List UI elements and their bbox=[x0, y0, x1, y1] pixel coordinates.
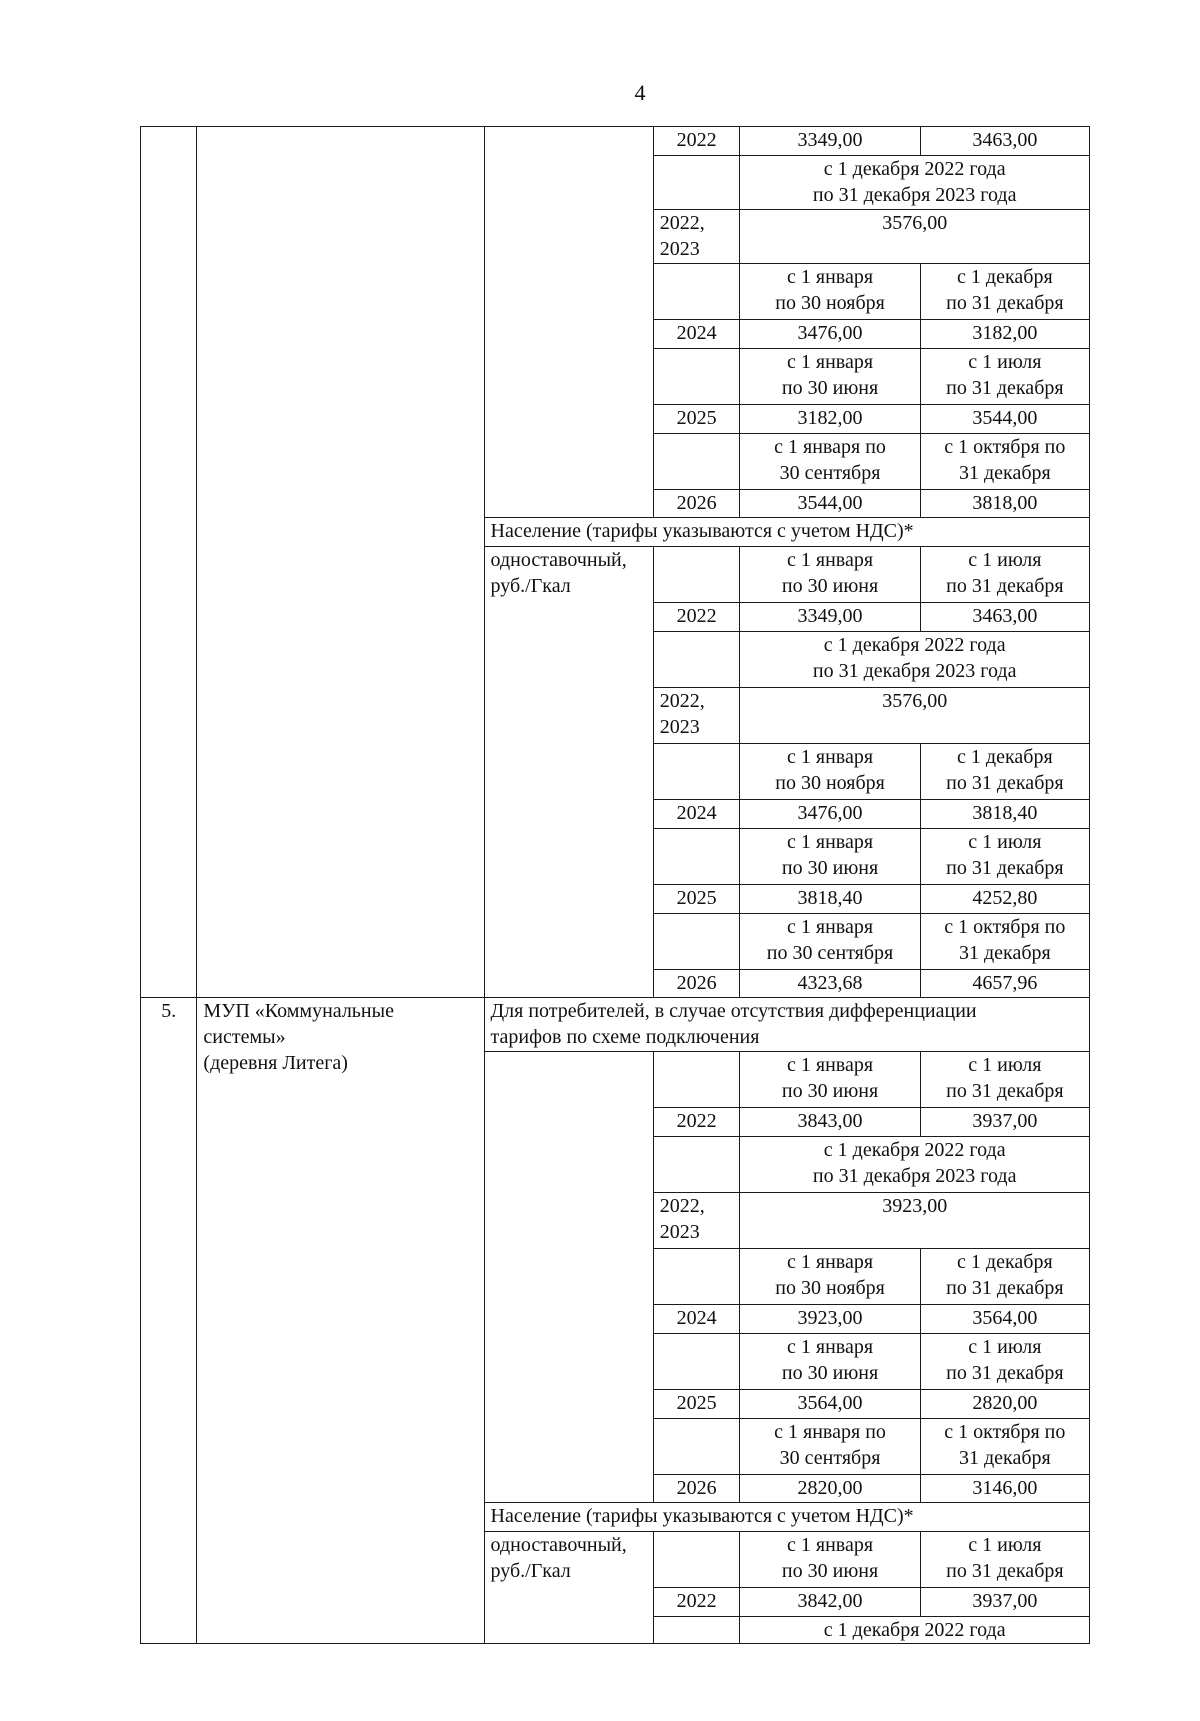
period-cell: с 1 октября по 31 декабря bbox=[920, 434, 1089, 490]
year-cell bbox=[653, 434, 740, 490]
tariff-value-cell: 3463,00 bbox=[920, 603, 1089, 632]
organization-cell: МУП «Коммунальные системы» (деревня Литега) bbox=[197, 998, 484, 1644]
tariff-value-cell: 3146,00 bbox=[920, 1475, 1089, 1503]
year-cell bbox=[653, 349, 740, 405]
year-cell: 2024 bbox=[653, 320, 740, 349]
period-cell: с 1 октября по 31 декабря bbox=[920, 914, 1089, 970]
year-cell: 2022 bbox=[653, 1588, 740, 1617]
tariff-value-cell: 3476,00 bbox=[740, 320, 920, 349]
period-cell: с 1 июля по 31 декабря bbox=[920, 829, 1089, 885]
tariff-value-cell: 3463,00 bbox=[920, 127, 1089, 156]
year-cell bbox=[653, 744, 740, 800]
year-cell: 2022, 2023 bbox=[653, 210, 740, 264]
year-cell bbox=[653, 264, 740, 320]
period-cell: с 1 июля по 31 декабря bbox=[920, 349, 1089, 405]
period-cell: с 1 декабря 2022 года по 31 декабря 2023 года bbox=[740, 632, 1090, 688]
unit-cell: одноставочный, руб./Гкал bbox=[484, 1532, 653, 1644]
period-cell: с 1 декабря 2022 года bbox=[740, 1617, 1090, 1644]
tariff-value-cell: 2820,00 bbox=[740, 1475, 920, 1503]
period-cell: с 1 января по 30 июня bbox=[740, 1334, 920, 1390]
tariff-value-cell: 2820,00 bbox=[920, 1390, 1089, 1419]
year-cell: 2026 bbox=[653, 1475, 740, 1503]
year-cell: 2026 bbox=[653, 490, 740, 518]
year-cell bbox=[653, 1137, 740, 1193]
tariff-value-cell: 3576,00 bbox=[740, 688, 1090, 744]
tariff-value-cell: 3937,00 bbox=[920, 1108, 1089, 1137]
tariff-value-cell: 3349,00 bbox=[740, 603, 920, 632]
section-header-cell: Население (тарифы указываются с учетом НДС)* bbox=[484, 518, 1089, 547]
year-cell bbox=[653, 1617, 740, 1644]
year-cell: 2022 bbox=[653, 127, 740, 156]
year-cell bbox=[653, 1052, 740, 1108]
year-cell: 2025 bbox=[653, 1390, 740, 1419]
year-cell bbox=[653, 1334, 740, 1390]
unit-cell bbox=[484, 1052, 653, 1503]
tariff-value-cell: 4657,96 bbox=[920, 970, 1089, 998]
period-cell: с 1 декабря по 31 декабря bbox=[920, 744, 1089, 800]
period-cell: с 1 января по 30 июня bbox=[740, 829, 920, 885]
organization-cell bbox=[197, 127, 484, 998]
period-cell: с 1 января по 30 июня bbox=[740, 349, 920, 405]
period-cell: с 1 июля по 31 декабря bbox=[920, 1334, 1089, 1390]
tariff-value-cell: 3182,00 bbox=[740, 405, 920, 434]
tariff-value-cell: 3576,00 bbox=[740, 210, 1090, 264]
year-cell: 2022 bbox=[653, 1108, 740, 1137]
row-number-cell bbox=[141, 127, 197, 998]
tariff-value-cell: 3564,00 bbox=[740, 1390, 920, 1419]
period-cell: с 1 января по 30 июня bbox=[740, 547, 920, 603]
tariff-value-cell: 3476,00 bbox=[740, 800, 920, 829]
year-cell bbox=[653, 914, 740, 970]
period-cell: с 1 декабря по 31 декабря bbox=[920, 1249, 1089, 1305]
tariff-value-cell: 4323,68 bbox=[740, 970, 920, 998]
section-header-cell: Население (тарифы указываются с учетом НДС)* bbox=[484, 1503, 1089, 1532]
tariff-value-cell: 3923,00 bbox=[740, 1305, 920, 1334]
period-cell: с 1 января по 30 ноября bbox=[740, 1249, 920, 1305]
year-cell: 2024 bbox=[653, 1305, 740, 1334]
tariff-value-cell: 3544,00 bbox=[740, 490, 920, 518]
period-cell: с 1 января по 30 сентября bbox=[740, 1419, 920, 1475]
period-cell: с 1 января по 30 июня bbox=[740, 1532, 920, 1588]
year-cell: 2025 bbox=[653, 405, 740, 434]
year-cell: 2024 bbox=[653, 800, 740, 829]
year-cell: 2025 bbox=[653, 885, 740, 914]
period-cell: с 1 января по 30 сентября bbox=[740, 914, 920, 970]
year-cell: 2022, 2023 bbox=[653, 1193, 740, 1249]
tariff-value-cell: 3818,00 bbox=[920, 490, 1089, 518]
unit-cell: одноставочный, руб./Гкал bbox=[484, 547, 653, 998]
period-cell: с 1 декабря 2022 года по 31 декабря 2023 года bbox=[740, 1137, 1090, 1193]
period-cell: с 1 июля по 31 декабря bbox=[920, 1532, 1089, 1588]
tariff-value-cell: 3818,40 bbox=[740, 885, 920, 914]
year-cell bbox=[653, 547, 740, 603]
section-header-cell: Для потребителей, в случае отсутствия дифференциации тарифов по схеме подключения bbox=[484, 998, 1089, 1052]
period-cell: с 1 июля по 31 декабря bbox=[920, 547, 1089, 603]
tariff-value-cell: 3544,00 bbox=[920, 405, 1089, 434]
tariff-value-cell: 3923,00 bbox=[740, 1193, 1090, 1249]
period-cell: с 1 января по 30 июня bbox=[740, 1052, 920, 1108]
year-cell: 2026 bbox=[653, 970, 740, 998]
period-cell: с 1 июля по 31 декабря bbox=[920, 1052, 1089, 1108]
period-cell: с 1 января по 30 ноября bbox=[740, 264, 920, 320]
tariff-value-cell: 4252,80 bbox=[920, 885, 1089, 914]
tariff-value-cell: 3182,00 bbox=[920, 320, 1089, 349]
period-cell: с 1 декабря 2022 года по 31 декабря 2023 года bbox=[740, 156, 1090, 210]
year-cell: 2022, 2023 bbox=[653, 688, 740, 744]
year-cell: 2022 bbox=[653, 603, 740, 632]
year-cell bbox=[653, 1249, 740, 1305]
tariff-table bbox=[140, 126, 1090, 1644]
tariff-value-cell: 3937,00 bbox=[920, 1588, 1089, 1617]
year-cell bbox=[653, 829, 740, 885]
tariff-value-cell: 3818,40 bbox=[920, 800, 1089, 829]
page-number: 4 bbox=[634, 80, 646, 105]
tariff-value-cell: 3843,00 bbox=[740, 1108, 920, 1137]
period-cell: с 1 января по 30 сентября bbox=[740, 434, 920, 490]
tariff-value-cell: 3842,00 bbox=[740, 1588, 920, 1617]
tariff-value-cell: 3349,00 bbox=[740, 127, 920, 156]
year-cell bbox=[653, 1532, 740, 1588]
period-cell: с 1 января по 30 ноября bbox=[740, 744, 920, 800]
year-cell bbox=[653, 1419, 740, 1475]
row-number-cell: 5. bbox=[141, 998, 197, 1644]
year-cell bbox=[653, 156, 740, 210]
period-cell: с 1 октября по 31 декабря bbox=[920, 1419, 1089, 1475]
tariff-value-cell: 3564,00 bbox=[920, 1305, 1089, 1334]
year-cell bbox=[653, 632, 740, 688]
unit-cell bbox=[484, 127, 653, 518]
period-cell: с 1 декабря по 31 декабря bbox=[920, 264, 1089, 320]
